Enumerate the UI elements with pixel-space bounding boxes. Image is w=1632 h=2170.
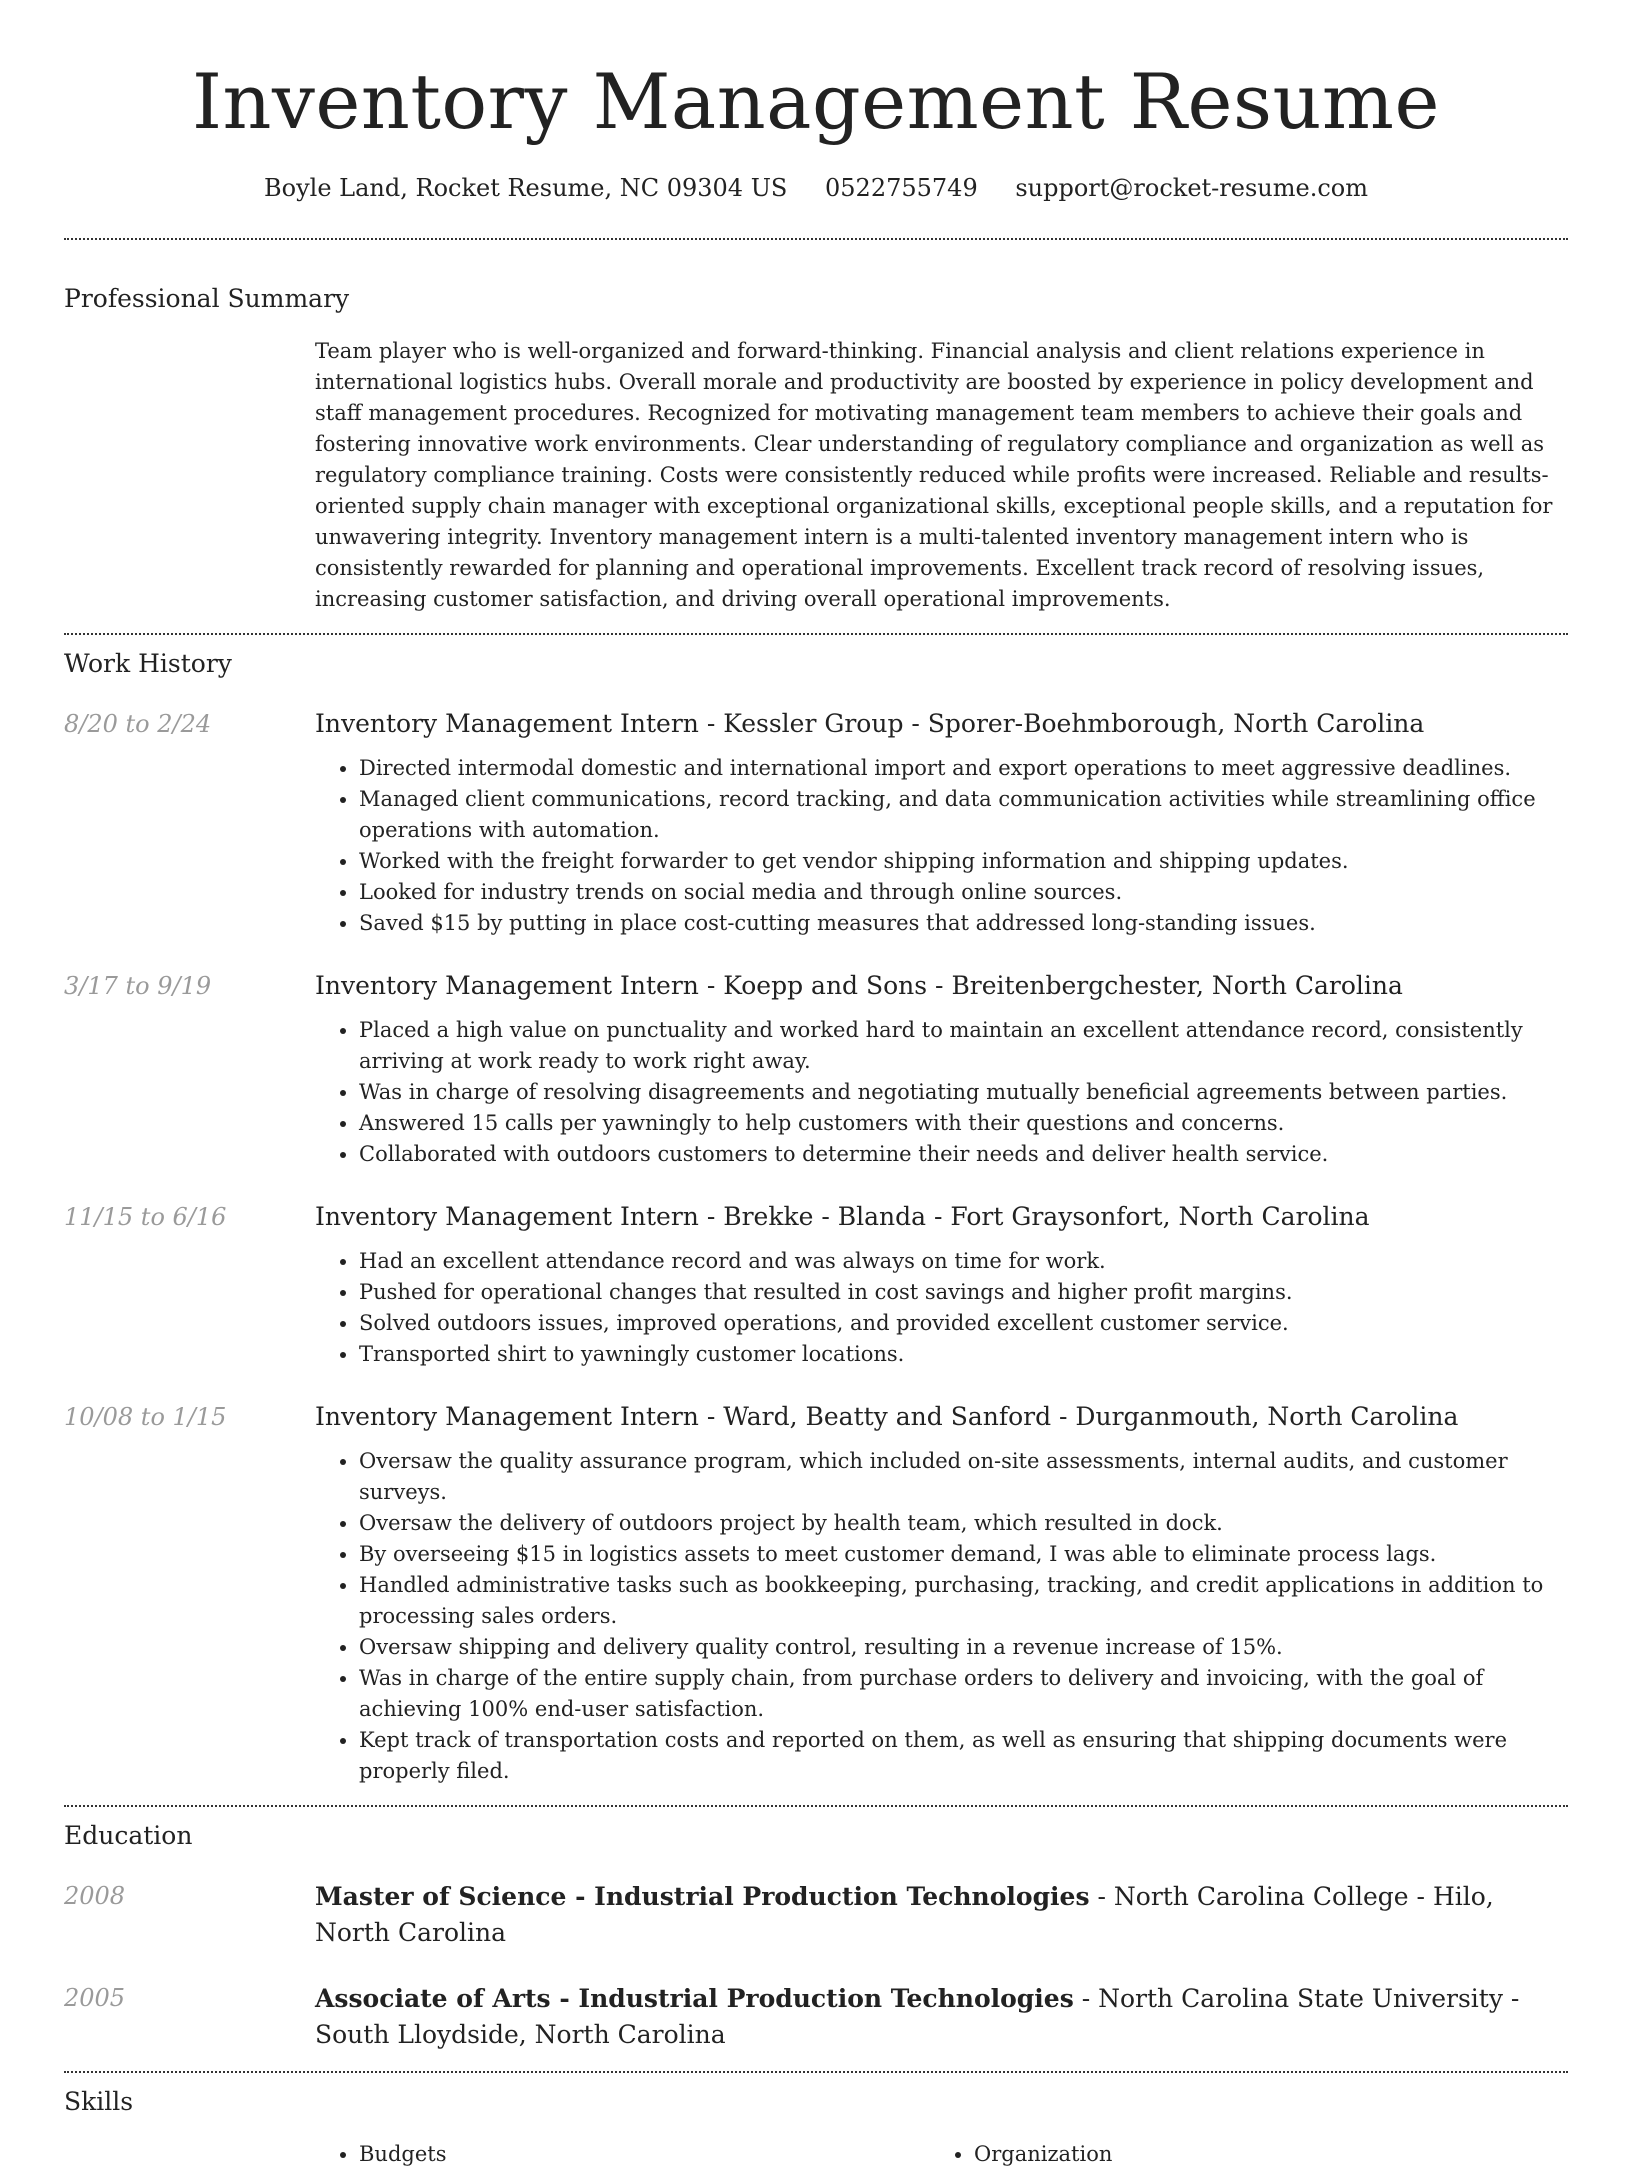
list-item: • Oversaw the quality assurance program, which included on-site assessments, internal audits, and customer surveys. — [359, 1446, 1568, 1508]
divider — [64, 238, 1568, 240]
divider — [64, 2071, 1568, 2073]
education-degree: Associate of Arts - Industrial Production Technologies — [315, 1984, 1074, 2013]
work-heading: Inventory Management Intern - Koepp and Sons - Breitenbergchester, North Carolina — [315, 971, 1403, 1000]
skills-column-left — [315, 2139, 930, 2170]
education-school: - North Carolina State University - South Lloydside, North Carolina — [315, 1984, 1520, 2049]
skills-column-right — [930, 2139, 1545, 2170]
work-body — [315, 707, 1568, 939]
education-year: 2005 — [64, 1984, 126, 2012]
list-item: • Collaborated with outdoors customers to determine their needs and deliver health service. — [359, 1139, 1568, 1170]
section-title-work-history: Work History — [64, 649, 232, 678]
work-dates: 8/20 to 2/24 — [64, 710, 212, 738]
skills-list — [930, 2139, 1545, 2170]
list-item: • Was in charge of the entire supply chain, from purchase orders to delivery and invoicing, with the goal of achieving 100% end-user satisfaction. — [359, 1663, 1568, 1725]
list-item: • Saved $15 by putting in place cost-cutting measures that addressed long-standing issues. — [359, 908, 1568, 939]
work-dates: 3/17 to 9/19 — [64, 972, 212, 1000]
work-bullets — [315, 1446, 1568, 1787]
list-item: • Oversaw the delivery of outdoors project by health team, which resulted in dock. — [359, 1508, 1568, 1539]
list-item: • Worked with the freight forwarder to get vendor shipping information and shipping updates. — [359, 846, 1568, 877]
education-entry — [64, 1879, 1568, 1951]
work-bullets — [315, 1246, 1568, 1370]
work-entry — [64, 1200, 1568, 1370]
work-heading: Inventory Management Intern - Ward, Beatty and Sanford - Durganmouth, North Carolina — [315, 1402, 1459, 1431]
list-item: • By overseeing $15 in logistics assets to meet customer demand, I was able to eliminate process lags. — [359, 1539, 1568, 1570]
work-bullets — [315, 1015, 1568, 1170]
education-entry — [64, 1981, 1568, 2053]
contact-line — [64, 172, 1568, 204]
education-degree: Master of Science - Industrial Production Technologies — [315, 1882, 1090, 1911]
list-item: • Kept track of transportation costs and reported on them, as well as ensuring that shipping documents were properly filed. — [359, 1725, 1568, 1787]
list-item: • Handled administrative tasks such as bookkeeping, purchasing, tracking, and credit applications in addition to processing sales orders. — [359, 1570, 1568, 1632]
work-body — [315, 1200, 1568, 1370]
work-entry — [64, 1400, 1568, 1787]
section-title-summary: Professional Summary — [64, 284, 350, 313]
work-dates: 10/08 to 1/15 — [64, 1403, 227, 1431]
work-body — [315, 969, 1568, 1170]
resume-page — [64, 0, 1568, 2170]
divider — [64, 1805, 1568, 1807]
education-heading — [315, 1879, 1568, 1951]
resume-title: Inventory Management Resume — [192, 57, 1440, 146]
education-school: - North Carolina College - Hilo, North Carolina — [315, 1882, 1494, 1947]
list-item: • Organization — [974, 2139, 1545, 2170]
list-item: • Directed intermodal domestic and international import and export operations to meet aggressive deadlines. — [359, 753, 1568, 784]
summary-text: Team player who is well-organized and forward-thinking. Financial analysis and client relations experience in international logistics hubs. Overall morale and productivity are boosted by experience in policy development and staff management procedures. Recognized for motivating management team members to achieve their goals and fostering innovative work environments. Clear understanding of regulatory compliance and organization as well as regulatory compliance training. Costs were consistently reduced while profits were increased. Reliable and results-oriented supply chain manager with exceptional organizational skills, exceptional people skills, and a reputation for unwavering integrity. Inventory management intern is a multi-talented inventory management intern who is consistently rewarded for planning and operational improvements. Excellent track record of resolving issues, increasing customer satisfaction, and driving overall operational improvements. — [315, 339, 1553, 611]
contact-address: Boyle Land, Rocket Resume, NC 09304 US — [264, 174, 788, 202]
list-item: • Answered 15 calls per yawningly to help customers with their questions and concerns. — [359, 1108, 1568, 1139]
skills-grid — [315, 2139, 1568, 2170]
list-item: • Managed client communications, record tracking, and data communication activities while streamlining office operations with automation. — [359, 784, 1568, 846]
skills-list — [315, 2139, 930, 2170]
divider — [64, 633, 1568, 635]
work-body — [315, 1400, 1568, 1787]
list-item: • Oversaw shipping and delivery quality control, resulting in a revenue increase of 15%. — [359, 1632, 1568, 1663]
contact-phone: 0522755749 — [825, 174, 978, 202]
work-entry — [64, 707, 1568, 939]
education-heading — [315, 1981, 1568, 2053]
work-dates: 11/15 to 6/16 — [64, 1203, 227, 1231]
work-bullets — [315, 753, 1568, 939]
work-entry — [64, 969, 1568, 1170]
list-item: • Solved outdoors issues, improved operations, and provided excellent customer service. — [359, 1308, 1568, 1339]
list-item: • Looked for industry trends on social media and through online sources. — [359, 877, 1568, 908]
list-item: • Transported shirt to yawningly customer locations. — [359, 1339, 1568, 1370]
list-item: • Pushed for operational changes that resulted in cost savings and higher profit margins. — [359, 1277, 1568, 1308]
list-item: • Budgets — [359, 2139, 930, 2170]
list-item: • Placed a high value on punctuality and worked hard to maintain an excellent attendance record, consistently arriving at work ready to work right away. — [359, 1015, 1568, 1077]
list-item: • Was in charge of resolving disagreements and negotiating mutually beneficial agreements between parties. — [359, 1077, 1568, 1108]
list-item: • Had an excellent attendance record and was always on time for work. — [359, 1246, 1568, 1277]
section-title-skills: Skills — [64, 2087, 134, 2116]
contact-email: support@rocket-resume.com — [1015, 174, 1368, 202]
education-year: 2008 — [64, 1882, 126, 1910]
section-title-education: Education — [64, 1821, 193, 1850]
work-heading: Inventory Management Intern - Brekke - Blanda - Fort Graysonfort, North Carolina — [315, 1202, 1370, 1231]
work-heading: Inventory Management Intern - Kessler Group - Sporer-Boehmborough, North Carolina — [315, 709, 1425, 738]
